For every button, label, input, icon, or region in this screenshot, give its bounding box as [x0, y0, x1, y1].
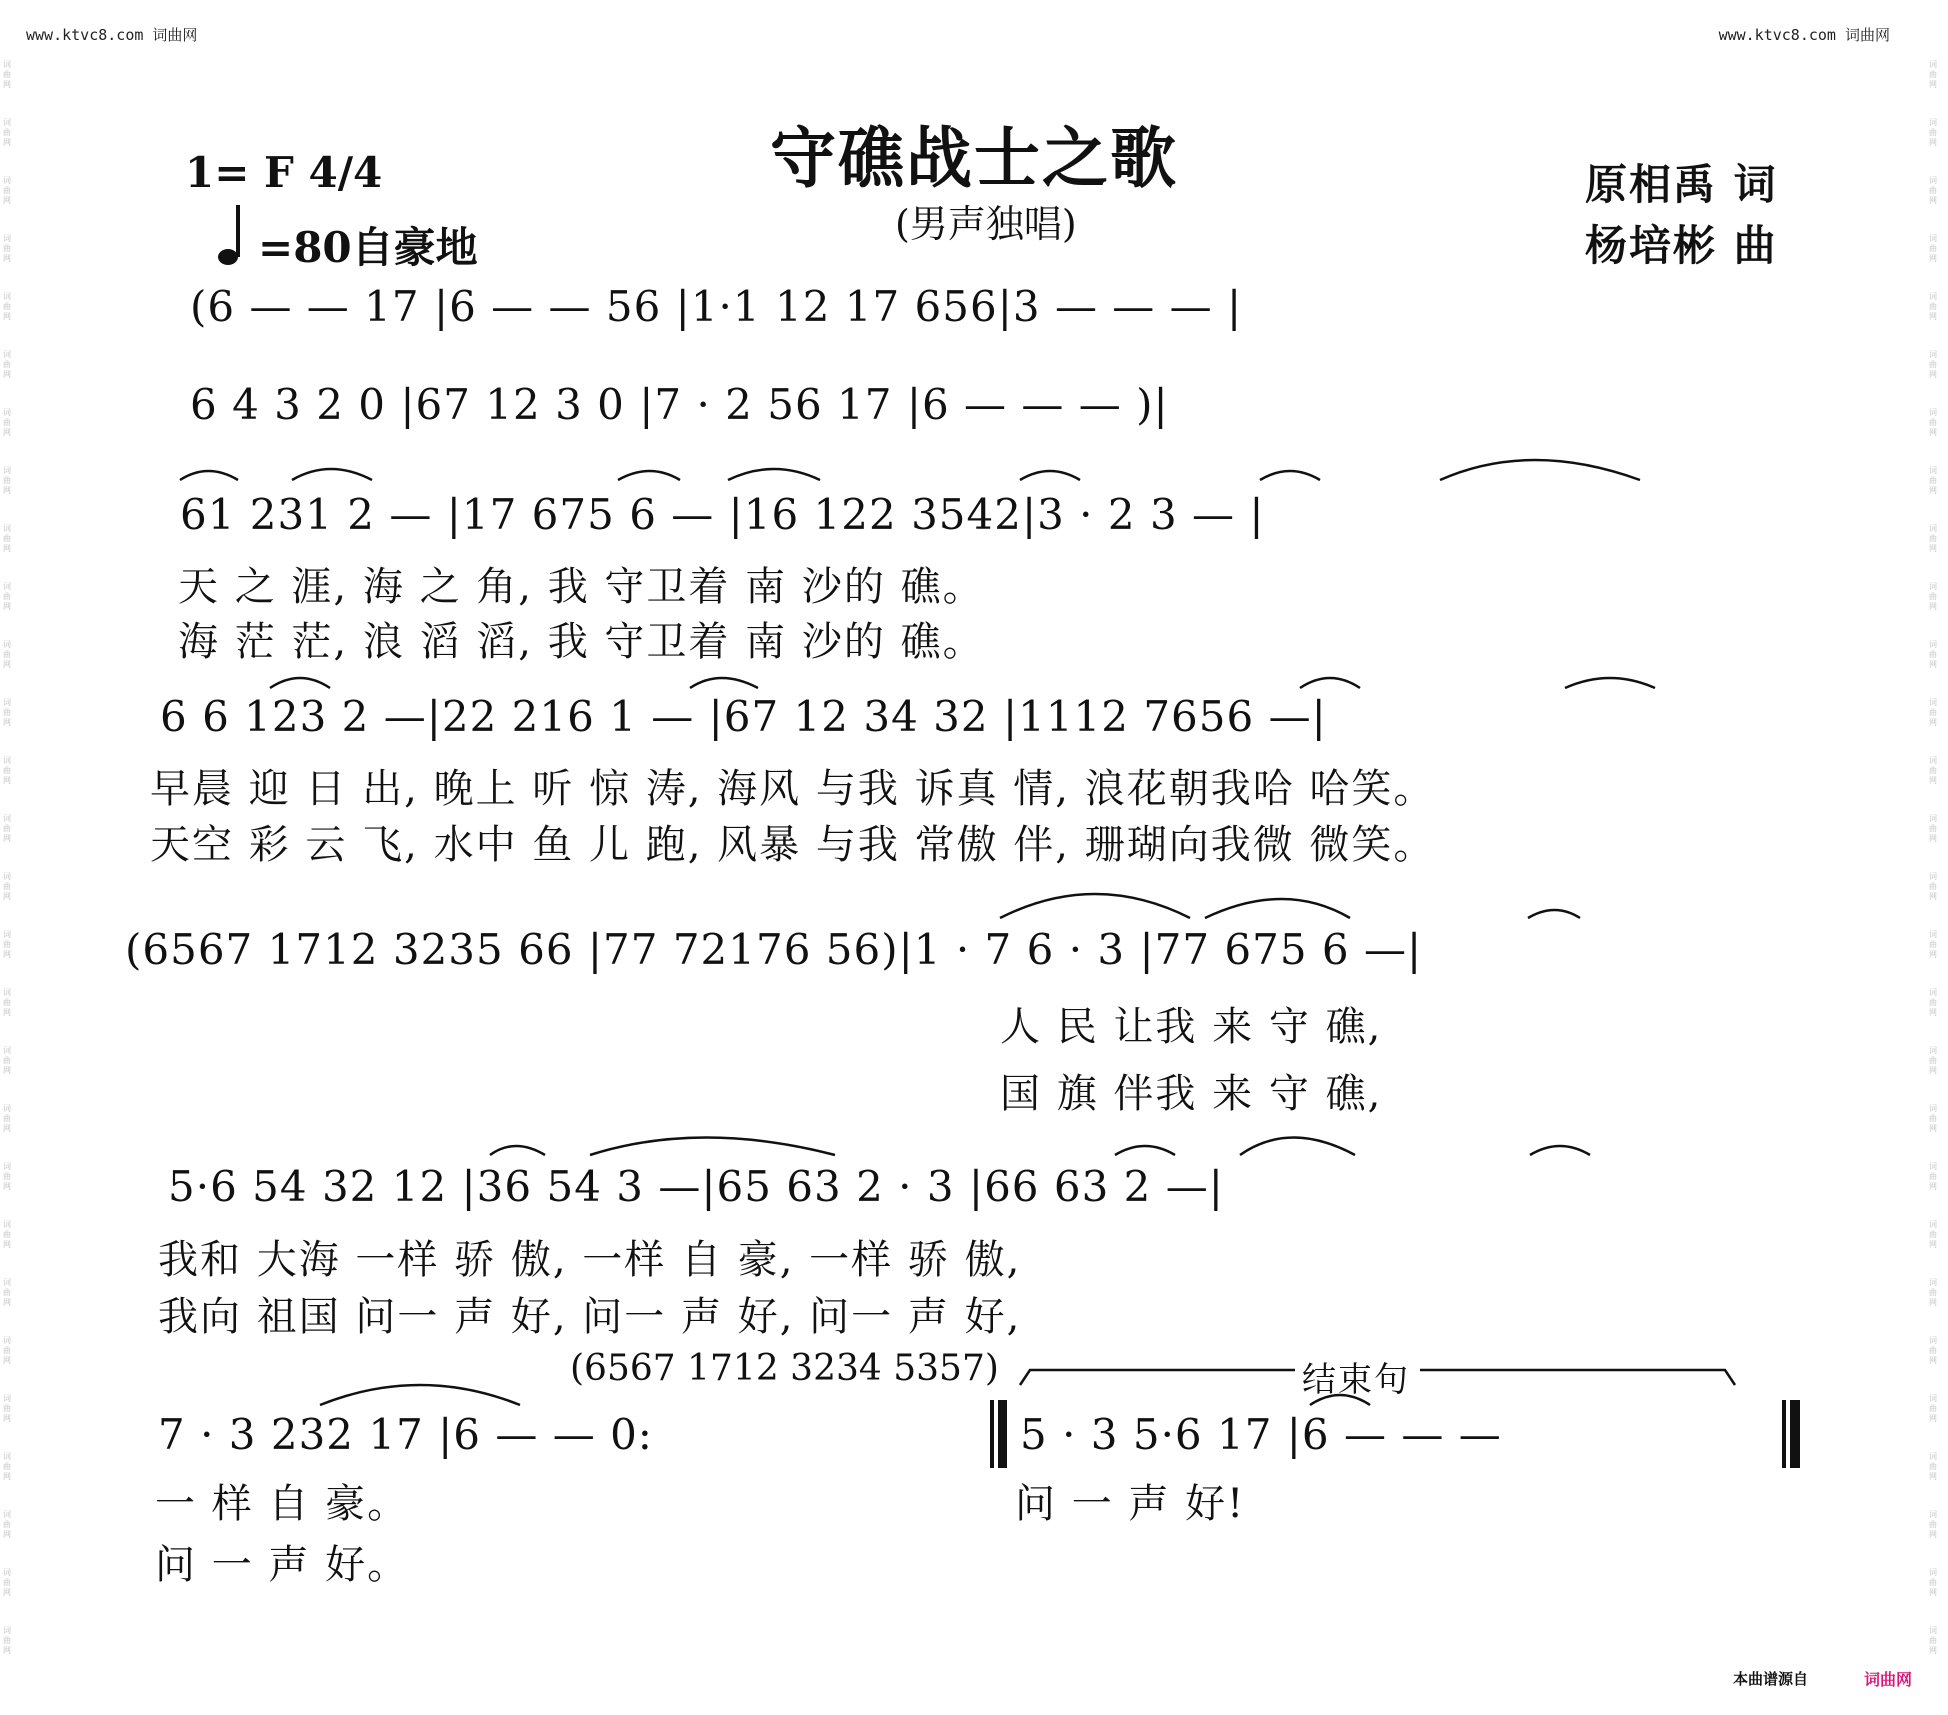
score-line-7: 7 · 3 232 17 |6 — — 0:: [158, 1410, 653, 1459]
watermark-side-text: 词 曲 网: [1929, 350, 1937, 379]
watermark-side-text: 词 曲 网: [3, 1162, 11, 1191]
composer-credit: 杨培彬 曲: [1585, 221, 1778, 270]
watermark-side-text: 词 曲 网: [3, 988, 11, 1017]
watermark-side-text: 词 曲 网: [1929, 60, 1937, 89]
watermark-side-text: 词 曲 网: [1929, 872, 1937, 901]
score-line-6: 5·6 54 32 12 |36 54 3 —|65 63 2 · 3 |66 63 2 —|: [168, 1162, 1224, 1211]
footer-source-label: 本曲谱源自: [1732, 1670, 1808, 1688]
watermark-side-text: 词 曲 网: [3, 756, 11, 785]
score-line-3: 61 231 2 — |17 675 6 — |16 122 3542|3 · 2 3 — |: [180, 490, 1265, 539]
watermark-side-text: 词 曲 网: [3, 60, 11, 89]
watermark-side-text: 词 曲 网: [1929, 988, 1937, 1017]
score-line-2: 6 4 3 2 0 |67 12 3 0 |7 · 2 56 17 |6 — — — )|: [190, 380, 1169, 429]
watermark-side-text: 词 曲 网: [3, 1452, 11, 1481]
lyric-line-7-verse-1: 一 样 自 豪。: [155, 1481, 410, 1527]
watermark-side-text: 词 曲 网: [3, 698, 11, 727]
watermark-side-text: 词 曲 网: [1929, 814, 1937, 843]
watermark-side-text: 词 曲 网: [1929, 640, 1937, 669]
watermark-side-text: 词 曲 网: [1929, 118, 1937, 147]
watermark-side-text: 词 曲 网: [1929, 1336, 1937, 1365]
watermark-side-text: 词 曲 网: [1929, 1452, 1937, 1481]
lyric-line-7-verse-2: 问 一 声 好。: [155, 1542, 410, 1588]
lyric-line-6-verse-2: 我向 祖国 问一 声 好, 问一 声 好, 问一 声 好,: [158, 1294, 1022, 1340]
ending-bracket: [1020, 1370, 1735, 1385]
watermark-side-text: 词 曲 网: [1929, 1626, 1937, 1655]
watermark-side-text: 词 曲 网: [1929, 1046, 1937, 1075]
watermark-side-text: 词 曲 网: [1929, 1510, 1937, 1539]
watermark-side-text: 词 曲 网: [3, 1626, 11, 1655]
tempo-marking: =80自豪地: [258, 223, 478, 272]
watermark-side-text: 词 曲 网: [3, 408, 11, 437]
lyric-line-7-ending: 问 一 声 好!: [1015, 1481, 1246, 1527]
score-line-7-ending: 5 · 3 5·6 17 |6 — — —: [1020, 1410, 1502, 1459]
watermark-side-text: 词 曲 网: [3, 1046, 11, 1075]
watermark-side-text: 词 曲 网: [1929, 1394, 1937, 1423]
lyric-line-5-verse-1: 人 民 让我 来 守 礁,: [1000, 1004, 1383, 1050]
watermark-side-text: 词 曲 网: [3, 524, 11, 553]
watermark-side-text: 词 曲 网: [1929, 1568, 1937, 1597]
song-subtitle: (男声独唱): [895, 202, 1077, 246]
watermark-side-text: 词 曲 网: [3, 176, 11, 205]
watermark-side-text: 词 曲 网: [3, 1104, 11, 1133]
watermark-side-text: 词 曲 网: [3, 640, 11, 669]
watermark-side-text: 词 曲 网: [3, 1278, 11, 1307]
lyric-line-5-verse-2: 国 旗 伴我 来 守 礁,: [1000, 1071, 1383, 1117]
watermark-side-text: 词 曲 网: [3, 582, 11, 611]
watermark-side-text: 词 曲 网: [1929, 408, 1937, 437]
lyric-line-4-verse-2: 天空 彩 云 飞, 水中 鱼 儿 跑, 风暴 与我 常傲 伴, 珊瑚向我微 微笑。: [150, 822, 1436, 868]
watermark-side-text: 词 曲 网: [3, 1336, 11, 1365]
watermark-side-text: 词 曲 网: [3, 930, 11, 959]
watermark-top-right: www.ktvc8.com 词曲网: [1718, 26, 1890, 44]
interlude-notes: (6567 1712 3234 5357): [570, 1348, 999, 1389]
score-line-5: (6567 1712 3235 66 |77 72176 56)|1 · 7 6 · 3 |77 675 6 —|: [125, 925, 1423, 974]
watermark-side-text: 词 曲 网: [1929, 234, 1937, 263]
score-line-1: (6 — — 17 |6 — — 56 |1·1 12 17 656|3 — — — |: [190, 282, 1243, 331]
watermark-side-text: 词 曲 网: [3, 466, 11, 495]
watermark-side-text: 词 曲 网: [1929, 582, 1937, 611]
watermark-side-text: 词 曲 网: [1929, 1162, 1937, 1191]
watermark-side-text: 词 曲 网: [3, 292, 11, 321]
watermark-side-text: 词 曲 网: [1929, 176, 1937, 205]
final-barlines: [990, 1400, 1800, 1468]
lyric-line-3-verse-1: 天 之 涯, 海 之 角, 我 守卫着 南 沙的 礁。: [178, 564, 985, 610]
watermark-side-text: 词 曲 网: [3, 872, 11, 901]
lyricist-credit: 原相禹 词: [1585, 160, 1778, 209]
watermark-top-left: www.ktvc8.com 词曲网: [26, 26, 198, 44]
watermark-side-text: 词 曲 网: [3, 1568, 11, 1597]
watermark-side-text: 词 曲 网: [1929, 466, 1937, 495]
watermark-side-text: 词 曲 网: [1929, 930, 1937, 959]
watermark-side-text: 词 曲 网: [1929, 756, 1937, 785]
watermark-side-text: 词 曲 网: [3, 118, 11, 147]
watermark-side-text: 词 曲 网: [3, 234, 11, 263]
watermark-side-text: 词 曲 网: [3, 1510, 11, 1539]
watermark-side-text: 词 曲 网: [3, 1220, 11, 1249]
watermark-side-text: 词 曲 网: [1929, 1278, 1937, 1307]
watermark-side-text: 词 曲 网: [1929, 698, 1937, 727]
key-signature: 1= F 4/4: [185, 148, 383, 197]
score-line-4: 6 6 123 2 —|22 216 1 — |67 12 34 32 |1112 7656 —|: [160, 692, 1327, 741]
song-title: 守礁战士之歌: [770, 119, 1178, 197]
watermark-side-text: 词 曲 网: [1929, 1220, 1937, 1249]
lyric-line-6-verse-1: 我和 大海 一样 骄 傲, 一样 自 豪, 一样 骄 傲,: [158, 1237, 1022, 1283]
watermark-side-text: 词 曲 网: [1929, 1104, 1937, 1133]
watermark-side-text: 词 曲 网: [3, 350, 11, 379]
watermark-side-text: 词 曲 网: [3, 1394, 11, 1423]
footer-site-link[interactable]: 词曲网: [1863, 1670, 1912, 1689]
watermark-side-text: 词 曲 网: [1929, 292, 1937, 321]
watermark-side-text: 词 曲 网: [3, 814, 11, 843]
ending-label: 结束句: [1302, 1360, 1410, 1400]
lyric-line-4-verse-1: 早晨 迎 日 出, 晚上 听 惊 涛, 海风 与我 诉真 情, 浪花朝我哈 哈笑。: [150, 766, 1436, 812]
lyric-line-3-verse-2: 海 茫 茫, 浪 滔 滔, 我 守卫着 南 沙的 礁。: [178, 619, 985, 665]
watermark-side-text: 词 曲 网: [1929, 524, 1937, 553]
slurs: [180, 460, 1655, 1405]
